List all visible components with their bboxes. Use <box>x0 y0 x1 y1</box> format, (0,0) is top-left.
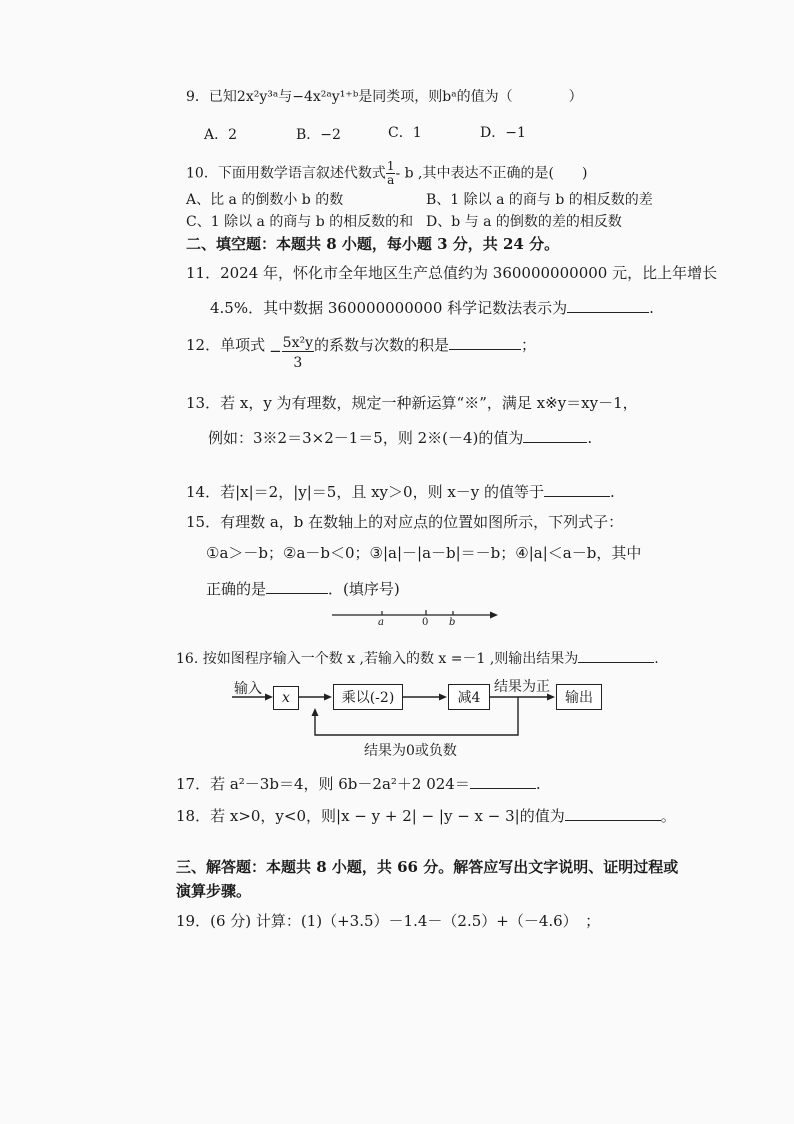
axis-label-0: 0 <box>422 617 429 628</box>
q10-option-a: A、比 a 的倒数小 b 的数 <box>186 192 344 208</box>
q16-text: 16. 按如图程序输入一个数 x ,若输入的数 x =－1 ,则输出结果为 <box>176 651 579 667</box>
q13-line-1: 13．若 x，y 为有理数，规定一种新运算“※”，满足 x※y＝xy－1， <box>186 394 638 412</box>
q15-line-2: ①a＞－b；②a－b＜0；③|a|－|a－b|＝－b；④|a|＜a－b，其中 <box>206 544 642 562</box>
q11-end: . <box>649 299 654 317</box>
q12-after: 的系数与次数的积是 <box>314 335 450 354</box>
q17-end: . <box>535 775 541 793</box>
q15-line-3-end: ．(填序号) <box>328 580 400 598</box>
q17-line <box>176 774 541 792</box>
q9-option-a: A．2 <box>204 127 238 143</box>
q12-sign: − <box>269 341 282 360</box>
flow-loop-label: 结果为0或负数 <box>364 743 457 759</box>
q16-end: . <box>654 651 659 667</box>
q11-line-2-text: 4.5%．其中数据 360000000000 科学记数法表示为 <box>210 299 568 317</box>
q9-stem: 9．已知2x²y³ᵃ与−4x²ᵃy¹⁺ᵇ是同类项，则bᵃ的值为（ ） <box>186 89 583 105</box>
q18-end: 。 <box>660 807 676 825</box>
axis-label-b: b <box>449 617 456 628</box>
q10-stem-after: - b ,其中表达不正确的是( ) <box>395 165 588 182</box>
flow-box-minus: 减4 <box>448 684 490 710</box>
q15-line-1: 15．有理数 a，b 在数轴上的对应点的位置如图所示，下列式子： <box>186 513 624 531</box>
q12-end: ； <box>521 335 537 354</box>
flow-positive-label: 结果为正 <box>494 679 550 695</box>
q10-frac-den: a <box>387 173 395 188</box>
q10-option-c: C、1 除以 a 的商与 b 的相反数的和 <box>186 214 414 230</box>
q10-option-d: D、b 与 a 的倒数的差的相反数 <box>426 214 622 230</box>
section-2-heading: 二、填空题：本题共 8 小题，每小题 3 分，共 24 分。 <box>186 235 560 253</box>
axis-label-a: a <box>378 617 384 628</box>
q17-text: 17．若 a²－3b＝4，则 6b－2a²＋2 024＝ <box>176 775 470 793</box>
q17-answer-blank[interactable] <box>470 774 536 789</box>
q13-end: . <box>587 429 593 447</box>
q12-before: 12．单项式 <box>186 335 266 354</box>
flow-box-output: 输出 <box>556 684 602 710</box>
section-3-heading-line-1: 三、解答题：本题共 8 小题，共 66 分。解答应写出文字说明、证明过程或 <box>176 858 679 876</box>
q11-line-1: 11．2024 年，怀化市全年地区生产总值约为 360000000000 元，比上年增长 <box>186 264 718 282</box>
q18-text: 18．若 x>0，y<0，则|x − y + 2| − |y − x − 3|的值为 <box>176 807 565 825</box>
flow-input-label: 输入 <box>234 681 262 697</box>
q18-answer-blank[interactable] <box>565 806 661 821</box>
q9-option-c: C．1 <box>388 125 422 141</box>
q12-frac-den: 3 <box>293 355 303 372</box>
q10-stem-before: 10．下面用数学语言叙述代数式 <box>186 165 386 182</box>
q15-line-3-text: 正确的是 <box>206 580 267 598</box>
flow-box-multiply: 乘以(-2) <box>333 684 403 710</box>
q9-option-d: D．−1 <box>480 125 526 141</box>
q13-line-2-text: 例如：3※2＝3×2－1＝5，则 2※(－4)的值为 <box>208 429 524 447</box>
q10-option-b: B、1 除以 a 的商与 b 的相反数的差 <box>426 192 653 208</box>
q12-frac-num: 5x²y <box>282 335 313 351</box>
q9-option-b: B．−2 <box>296 127 341 143</box>
q14-text: 14．若|x|＝2，|y|＝5，且 xy＞0，则 x－y 的值等于 <box>186 483 545 501</box>
q19-line: 19．(6 分) 计算：(1)（+3.5）－1.4－（2.5）+（－4.6） ； <box>176 912 601 930</box>
flow-box-x: x <box>273 686 299 710</box>
q18-line <box>176 806 676 824</box>
section-3-heading-line-2: 演算步骤。 <box>176 882 252 900</box>
q14-end: . <box>610 483 615 501</box>
q10-frac-num: 1 <box>386 159 395 173</box>
